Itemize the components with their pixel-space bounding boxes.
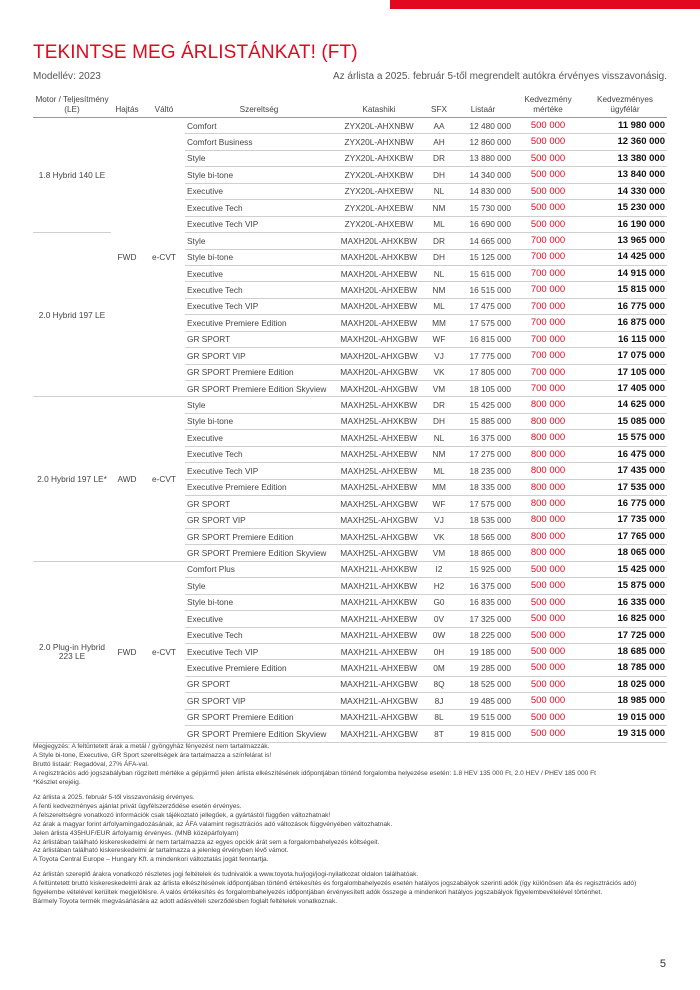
list-price-cell: 14 665 000 xyxy=(453,233,513,249)
final-price-cell: 16 775 000 xyxy=(583,496,667,512)
sfx-code-cell: NL xyxy=(425,265,453,281)
equipment-cell: Executive Premiere Edition xyxy=(185,479,333,495)
note-line: A Toyota Central Europe – Hungary Kft. a mindenkori változtatás jogát fenntartja. xyxy=(33,856,269,864)
equipment-cell: Executive xyxy=(185,183,333,199)
final-price-cell: 19 315 000 xyxy=(583,726,667,742)
final-price-cell: 14 915 000 xyxy=(583,265,667,281)
equipment-cell: Style xyxy=(185,397,333,413)
catalog-code-cell: MAXH25L-AHXEBW xyxy=(333,430,425,446)
discount-cell: 500 000 xyxy=(513,134,583,150)
discount-cell: 500 000 xyxy=(513,660,583,676)
discount-cell: 700 000 xyxy=(513,282,583,298)
list-price-cell: 17 775 000 xyxy=(453,348,513,364)
catalog-code-cell: MAXH25L-AHXGBW xyxy=(333,528,425,544)
sfx-code-cell: DR xyxy=(425,397,453,413)
discount-cell: 500 000 xyxy=(513,561,583,577)
note-line: Megjegyzés: A feltüntetett árak a metál / gyöngyház fényezést nem tartalmazzák. xyxy=(33,743,270,750)
catalog-code-cell: MAXH20L-AHXGBW xyxy=(333,381,425,397)
page-title: TEKINTSE MEG ÁRLISTÁNKAT! (FT) xyxy=(33,42,358,63)
catalog-code-cell: MAXH21L-AHXGBW xyxy=(333,676,425,692)
discount-cell: 500 000 xyxy=(513,183,583,199)
equipment-cell: Executive Premiere Edition xyxy=(185,660,333,676)
discount-cell: 700 000 xyxy=(513,331,583,347)
sfx-code-cell: G0 xyxy=(425,594,453,610)
equipment-cell: GR SPORT Premiere Edition Skyview xyxy=(185,381,333,397)
discount-cell: 500 000 xyxy=(513,216,583,232)
equipment-cell: Style bi-tone xyxy=(185,167,333,183)
final-price-cell: 17 435 000 xyxy=(583,463,667,479)
list-price-cell: 18 865 000 xyxy=(453,545,513,561)
final-price-cell: 17 765 000 xyxy=(583,528,667,544)
catalog-code-cell: MAXH20L-AHXEBW xyxy=(333,315,425,331)
list-price-cell: 18 565 000 xyxy=(453,528,513,544)
list-price-cell: 15 925 000 xyxy=(453,561,513,577)
list-price-cell: 15 730 000 xyxy=(453,200,513,216)
final-price-cell: 16 775 000 xyxy=(583,298,667,314)
gearbox-group-cell: e-CVT xyxy=(143,561,185,742)
list-price-cell: 16 815 000 xyxy=(453,331,513,347)
drive-group-cell: FWD xyxy=(111,561,143,742)
discount-cell: 700 000 xyxy=(513,364,583,380)
equipment-cell: Executive Tech VIP xyxy=(185,298,333,314)
sfx-code-cell: WF xyxy=(425,496,453,512)
discount-cell: 500 000 xyxy=(513,118,583,134)
equipment-cell: GR SPORT Premiere Edition xyxy=(185,364,333,380)
sfx-code-cell: MM xyxy=(425,479,453,495)
final-price-cell: 16 190 000 xyxy=(583,216,667,232)
discount-cell: 500 000 xyxy=(513,709,583,725)
sfx-code-cell: NM xyxy=(425,446,453,462)
validity-note: Az árlista a 2025. február 5-től megrendelt autókra érvényes visszavonásig. xyxy=(332,71,667,82)
catalog-code-cell: MAXH21L-AHXGBW xyxy=(333,693,425,709)
sfx-code-cell: 8T xyxy=(425,726,453,742)
list-price-cell: 17 325 000 xyxy=(453,611,513,627)
equipment-cell: Executive Tech xyxy=(185,282,333,298)
sfx-code-cell: 0V xyxy=(425,611,453,627)
table-row xyxy=(33,561,667,577)
list-price-cell: 19 515 000 xyxy=(453,709,513,725)
catalog-code-cell: MAXH20L-AHXKBW xyxy=(333,249,425,265)
catalog-code-cell: MAXH25L-AHXGBW xyxy=(333,545,425,561)
sfx-code-cell: NL xyxy=(425,183,453,199)
equipment-cell: GR SPORT Premiere Edition Skyview xyxy=(185,545,333,561)
list-price-cell: 17 275 000 xyxy=(453,446,513,462)
equipment-cell: Style xyxy=(185,233,333,249)
note-line: Bármely Toyota termék megvásárlására az adott adásvételi szerződésben foglalt feltételek vonatkoznak. xyxy=(33,898,338,906)
catalog-code-cell: ZYX20L-AHXKBW xyxy=(333,167,425,183)
equipment-cell: Executive Tech VIP xyxy=(185,216,333,232)
discount-cell: 700 000 xyxy=(513,298,583,314)
final-price-cell: 17 725 000 xyxy=(583,627,667,643)
final-price-cell: 18 685 000 xyxy=(583,644,667,660)
equipment-cell: Executive Tech VIP xyxy=(185,463,333,479)
catalog-code-cell: MAXH21L-AHXGBW xyxy=(333,709,425,725)
header-discount: Kedvezmény mértéke xyxy=(513,90,583,118)
catalog-code-cell: MAXH20L-AHXEBW xyxy=(333,298,425,314)
sfx-code-cell: H2 xyxy=(425,578,453,594)
motor-group-cell: 1.8 Hybrid 140 LE xyxy=(33,118,111,233)
catalog-code-cell: MAXH20L-AHXEBW xyxy=(333,282,425,298)
sfx-code-cell: AA xyxy=(425,118,453,134)
final-price-cell: 15 085 000 xyxy=(583,413,667,429)
list-price-cell: 18 535 000 xyxy=(453,512,513,528)
discount-cell: 500 000 xyxy=(513,726,583,742)
equipment-cell: Comfort xyxy=(185,118,333,134)
discount-cell: 500 000 xyxy=(513,578,583,594)
note-line: Bruttó listaár: Regadóval, 27% ÁFA-val. xyxy=(33,760,149,768)
discount-cell: 700 000 xyxy=(513,249,583,265)
discount-cell: 700 000 xyxy=(513,381,583,397)
note-line: A felszereltségre vonatkozó információk csak tájékoztató jellegűek, a gyártástól függően változhatnak! xyxy=(33,811,331,819)
catalog-code-cell: MAXH25L-AHXKBW xyxy=(333,413,425,429)
final-price-cell: 16 475 000 xyxy=(583,446,667,462)
discount-cell: 800 000 xyxy=(513,397,583,413)
discount-cell: 800 000 xyxy=(513,413,583,429)
catalog-code-cell: ZYX20L-AHXEBW xyxy=(333,183,425,199)
discount-cell: 500 000 xyxy=(513,627,583,643)
brand-color-bar xyxy=(390,0,700,9)
notes-block-1 xyxy=(33,743,663,788)
catalog-code-cell: MAXH21L-AHXEBW xyxy=(333,660,425,676)
catalog-code-cell: MAXH21L-AHXKBW xyxy=(333,578,425,594)
discount-cell: 700 000 xyxy=(513,348,583,364)
header-drive: Hajtás xyxy=(111,90,143,118)
list-price-cell: 16 375 000 xyxy=(453,430,513,446)
catalog-code-cell: MAXH21L-AHXEBW xyxy=(333,644,425,660)
sfx-code-cell: DR xyxy=(425,150,453,166)
final-price-cell: 17 535 000 xyxy=(583,479,667,495)
note-line: A regisztrációs adó jogszabályban rögzített mértéke a gépjármű jelen árlista elkészítésének időpontjában történő forgalomba helyezése esetén: 1.8 HEV 135 000 Ft, 2.0 HEV / PHEV 185 000 Ft xyxy=(33,769,596,777)
sfx-code-cell: VJ xyxy=(425,512,453,528)
list-price-cell: 18 335 000 xyxy=(453,479,513,495)
list-price-cell: 19 185 000 xyxy=(453,644,513,660)
discount-cell: 500 000 xyxy=(513,693,583,709)
catalog-code-cell: MAXH25L-AHXEBW xyxy=(333,463,425,479)
catalog-code-cell: ZYX20L-AHXNBW xyxy=(333,134,425,150)
catalog-code-cell: MAXH20L-AHXGBW xyxy=(333,331,425,347)
sfx-code-cell: NM xyxy=(425,200,453,216)
catalog-code-cell: MAXH20L-AHXKBW xyxy=(333,233,425,249)
final-price-cell: 18 065 000 xyxy=(583,545,667,561)
header-catalog: Katashiki xyxy=(333,90,425,118)
discount-cell: 500 000 xyxy=(513,150,583,166)
equipment-cell: GR SPORT xyxy=(185,496,333,512)
page-number: 5 xyxy=(659,958,666,970)
sfx-code-cell: 0H xyxy=(425,644,453,660)
sfx-code-cell: 8L xyxy=(425,709,453,725)
equipment-cell: GR SPORT xyxy=(185,331,333,347)
discount-cell: 500 000 xyxy=(513,676,583,692)
catalog-code-cell: MAXH20L-AHXEBW xyxy=(333,265,425,281)
list-price-cell: 17 805 000 xyxy=(453,364,513,380)
list-price-cell: 15 885 000 xyxy=(453,413,513,429)
sfx-code-cell: ML xyxy=(425,216,453,232)
list-price-cell: 19 285 000 xyxy=(453,660,513,676)
notes-block-3 xyxy=(33,871,663,907)
catalog-code-cell: MAXH25L-AHXGBW xyxy=(333,512,425,528)
final-price-cell: 15 815 000 xyxy=(583,282,667,298)
final-price-cell: 12 360 000 xyxy=(583,134,667,150)
footnotes xyxy=(33,743,663,913)
equipment-cell: Executive xyxy=(185,430,333,446)
final-price-cell: 14 330 000 xyxy=(583,183,667,199)
catalog-code-cell: ZYX20L-AHXEBW xyxy=(333,200,425,216)
catalog-code-cell: MAXH21L-AHXGBW xyxy=(333,726,425,742)
equipment-cell: Style xyxy=(185,578,333,594)
note-line: A Style bi-tone, Executive, GR Sport szereltségek ára tartalmazza a színfelárat is! xyxy=(33,751,272,759)
discount-cell: 800 000 xyxy=(513,446,583,462)
final-price-cell: 11 980 000 xyxy=(583,118,667,134)
discount-cell: 500 000 xyxy=(513,611,583,627)
table-row xyxy=(33,397,667,413)
final-price-cell: 18 785 000 xyxy=(583,660,667,676)
sfx-code-cell: 8Q xyxy=(425,676,453,692)
sfx-code-cell: VM xyxy=(425,545,453,561)
equipment-cell: Style xyxy=(185,150,333,166)
equipment-cell: Executive xyxy=(185,265,333,281)
catalog-code-cell: MAXH25L-AHXGBW xyxy=(333,496,425,512)
equipment-cell: GR SPORT VIP xyxy=(185,348,333,364)
final-price-cell: 15 425 000 xyxy=(583,561,667,577)
discount-cell: 800 000 xyxy=(513,463,583,479)
sfx-code-cell: VJ xyxy=(425,348,453,364)
list-price-cell: 16 375 000 xyxy=(453,578,513,594)
note-line: Az árlistában található kiskereskedelmi ár nem tartalmazza az egyes opciók árát sem a forgalombahelyezés költségeit. xyxy=(33,838,380,846)
final-price-cell: 17 105 000 xyxy=(583,364,667,380)
model-year: Modellév: 2023 xyxy=(33,71,101,82)
sfx-code-cell: VM xyxy=(425,381,453,397)
price-table xyxy=(33,90,667,743)
discount-cell: 800 000 xyxy=(513,496,583,512)
sfx-code-cell: MM xyxy=(425,315,453,331)
equipment-cell: Style bi-tone xyxy=(185,249,333,265)
list-price-cell: 17 475 000 xyxy=(453,298,513,314)
final-price-cell: 17 075 000 xyxy=(583,348,667,364)
list-price-cell: 16 835 000 xyxy=(453,594,513,610)
note-line: Az árlistában található kiskereskedelmi ár tartalmazza a jelenleg érvényben lévő vámot. xyxy=(33,847,289,855)
note-line: Jelen árlista 435HUF/EUR árfolyamig érvényes. (MNB középárfolyam) xyxy=(33,829,239,837)
final-price-cell: 16 875 000 xyxy=(583,315,667,331)
catalog-code-cell: MAXH20L-AHXGBW xyxy=(333,348,425,364)
header-equipment: Szereltség xyxy=(185,90,333,118)
sfx-code-cell: 0M xyxy=(425,660,453,676)
equipment-cell: Executive Tech xyxy=(185,200,333,216)
equipment-cell: Executive xyxy=(185,611,333,627)
discount-cell: 800 000 xyxy=(513,430,583,446)
discount-cell: 800 000 xyxy=(513,545,583,561)
gearbox-group-cell: e-CVT xyxy=(143,118,185,397)
discount-cell: 500 000 xyxy=(513,200,583,216)
list-price-cell: 17 575 000 xyxy=(453,315,513,331)
list-price-cell: 16 690 000 xyxy=(453,216,513,232)
sfx-code-cell: WF xyxy=(425,331,453,347)
sfx-code-cell: DH xyxy=(425,249,453,265)
header-list-price: Listaár xyxy=(453,90,513,118)
header-gearbox: Váltó xyxy=(143,90,185,118)
header-final-price: Kedvezményes ügyfélár xyxy=(583,90,667,118)
list-price-cell: 17 575 000 xyxy=(453,496,513,512)
final-price-cell: 16 115 000 xyxy=(583,331,667,347)
equipment-cell: Executive Tech VIP xyxy=(185,644,333,660)
drive-group-cell: AWD xyxy=(111,397,143,561)
notes-block-2 xyxy=(33,794,663,866)
note-line: Az árlista a 2025. február 5-től visszavonásig érvényes. xyxy=(33,793,195,801)
sfx-code-cell: VK xyxy=(425,528,453,544)
sfx-code-cell: DH xyxy=(425,413,453,429)
note-line: Az árak a magyar forint árfolyamingadozásának, az ÁFA valamint regisztrációs adó változások függvényében változhatnak. xyxy=(33,820,393,828)
final-price-cell: 13 965 000 xyxy=(583,233,667,249)
catalog-code-cell: MAXH21L-AHXKBW xyxy=(333,561,425,577)
list-price-cell: 15 615 000 xyxy=(453,265,513,281)
list-price-cell: 12 860 000 xyxy=(453,134,513,150)
equipment-cell: GR SPORT VIP xyxy=(185,512,333,528)
catalog-code-cell: MAXH25L-AHXEBW xyxy=(333,446,425,462)
final-price-cell: 16 335 000 xyxy=(583,594,667,610)
list-price-cell: 14 830 000 xyxy=(453,183,513,199)
list-price-cell: 19 815 000 xyxy=(453,726,513,742)
gearbox-group-cell: e-CVT xyxy=(143,397,185,561)
equipment-cell: Style bi-tone xyxy=(185,413,333,429)
discount-cell: 800 000 xyxy=(513,479,583,495)
final-price-cell: 14 625 000 xyxy=(583,397,667,413)
discount-cell: 800 000 xyxy=(513,528,583,544)
final-price-cell: 15 575 000 xyxy=(583,430,667,446)
final-price-cell: 14 425 000 xyxy=(583,249,667,265)
catalog-code-cell: MAXH25L-AHXEBW xyxy=(333,479,425,495)
discount-cell: 800 000 xyxy=(513,512,583,528)
equipment-cell: Comfort Business xyxy=(185,134,333,150)
list-price-cell: 12 480 000 xyxy=(453,118,513,134)
list-price-cell: 18 525 000 xyxy=(453,676,513,692)
discount-cell: 500 000 xyxy=(513,644,583,660)
final-price-cell: 16 825 000 xyxy=(583,611,667,627)
sfx-code-cell: DH xyxy=(425,167,453,183)
final-price-cell: 18 985 000 xyxy=(583,693,667,709)
final-price-cell: 13 380 000 xyxy=(583,150,667,166)
final-price-cell: 17 405 000 xyxy=(583,381,667,397)
equipment-cell: Executive Tech xyxy=(185,446,333,462)
header-sfx: SFX xyxy=(425,90,453,118)
final-price-cell: 18 025 000 xyxy=(583,676,667,692)
discount-cell: 700 000 xyxy=(513,233,583,249)
note-line: Az árlistán szereplő árakra vonatkozó részletes jogi feltételek és tudnivalók a www.toyota.hu/jogi/jogi-nyilatkozat oldalon találhatóak. xyxy=(33,871,419,879)
catalog-code-cell: MAXH21L-AHXEBW xyxy=(333,627,425,643)
discount-cell: 700 000 xyxy=(513,315,583,331)
note-line: A fenti kedvezményes ajánlat privát ügyfélszerződése esetén érvényes. xyxy=(33,802,242,810)
sfx-code-cell: 8J xyxy=(425,693,453,709)
equipment-cell: Executive Premiere Edition xyxy=(185,315,333,331)
catalog-code-cell: MAXH25L-AHXKBW xyxy=(333,397,425,413)
equipment-cell: GR SPORT Premiere Edition xyxy=(185,709,333,725)
sfx-code-cell: I2 xyxy=(425,561,453,577)
equipment-cell: Comfort Plus xyxy=(185,561,333,577)
list-price-cell: 18 235 000 xyxy=(453,463,513,479)
catalog-code-cell: ZYX20L-AHXEBW xyxy=(333,216,425,232)
list-price-cell: 14 340 000 xyxy=(453,167,513,183)
sfx-code-cell: DR xyxy=(425,233,453,249)
list-price-cell: 16 515 000 xyxy=(453,282,513,298)
note-line: *Készlet erejéig. xyxy=(33,778,81,786)
final-price-cell: 15 230 000 xyxy=(583,200,667,216)
list-price-cell: 18 105 000 xyxy=(453,381,513,397)
sfx-code-cell: ML xyxy=(425,298,453,314)
equipment-cell: GR SPORT VIP xyxy=(185,693,333,709)
equipment-cell: Style bi-tone xyxy=(185,594,333,610)
sfx-code-cell: VK xyxy=(425,364,453,380)
table-header-row xyxy=(33,90,667,118)
equipment-cell: GR SPORT Premiere Edition xyxy=(185,528,333,544)
discount-cell: 500 000 xyxy=(513,594,583,610)
catalog-code-cell: MAXH20L-AHXGBW xyxy=(333,364,425,380)
equipment-cell: Executive Tech xyxy=(185,627,333,643)
equipment-cell: GR SPORT xyxy=(185,676,333,692)
list-price-cell: 15 425 000 xyxy=(453,397,513,413)
sfx-code-cell: AH xyxy=(425,134,453,150)
drive-group-cell: FWD xyxy=(111,118,143,397)
motor-group-cell: 2.0 Plug-in Hybrid 223 LE xyxy=(33,561,111,742)
catalog-code-cell: MAXH21L-AHXEBW xyxy=(333,611,425,627)
list-price-cell: 19 485 000 xyxy=(453,693,513,709)
note-line: A feltüntetett bruttó kiskereskedelmi árak az árlista elkészítésének időpontjában történő értékesítés és forgalombahelyezés esetén hatályos jogszabályok szerinti adók (így különösen áfa és regisztrációs adó) figyelembe vételével kerültek megjelölésre. A valós értékesítés és forgalombahelyezés időpontjában érvényesített adók összege a mindenkori hatályos jogszabályok figyelembevételével történhet. xyxy=(33,880,637,897)
catalog-code-cell: ZYX20L-AHXKBW xyxy=(333,150,425,166)
table-row xyxy=(33,118,667,134)
equipment-cell: GR SPORT Premiere Edition Skyview xyxy=(185,726,333,742)
final-price-cell: 15 875 000 xyxy=(583,578,667,594)
list-price-cell: 15 125 000 xyxy=(453,249,513,265)
list-price-cell: 13 880 000 xyxy=(453,150,513,166)
motor-group-cell: 2.0 Hybrid 197 LE* xyxy=(33,397,111,561)
final-price-cell: 19 015 000 xyxy=(583,709,667,725)
sfx-code-cell: 0W xyxy=(425,627,453,643)
sfx-code-cell: ML xyxy=(425,463,453,479)
list-price-cell: 18 225 000 xyxy=(453,627,513,643)
discount-cell: 500 000 xyxy=(513,167,583,183)
catalog-code-cell: ZYX20L-AHXNBW xyxy=(333,118,425,134)
sfx-code-cell: NL xyxy=(425,430,453,446)
discount-cell: 700 000 xyxy=(513,265,583,281)
motor-group-cell: 2.0 Hybrid 197 LE xyxy=(33,233,111,397)
final-price-cell: 13 840 000 xyxy=(583,167,667,183)
final-price-cell: 17 735 000 xyxy=(583,512,667,528)
sfx-code-cell: NM xyxy=(425,282,453,298)
header-motor: Motor / Teljesítmény (LE) xyxy=(33,90,111,118)
catalog-code-cell: MAXH21L-AHXKBW xyxy=(333,594,425,610)
